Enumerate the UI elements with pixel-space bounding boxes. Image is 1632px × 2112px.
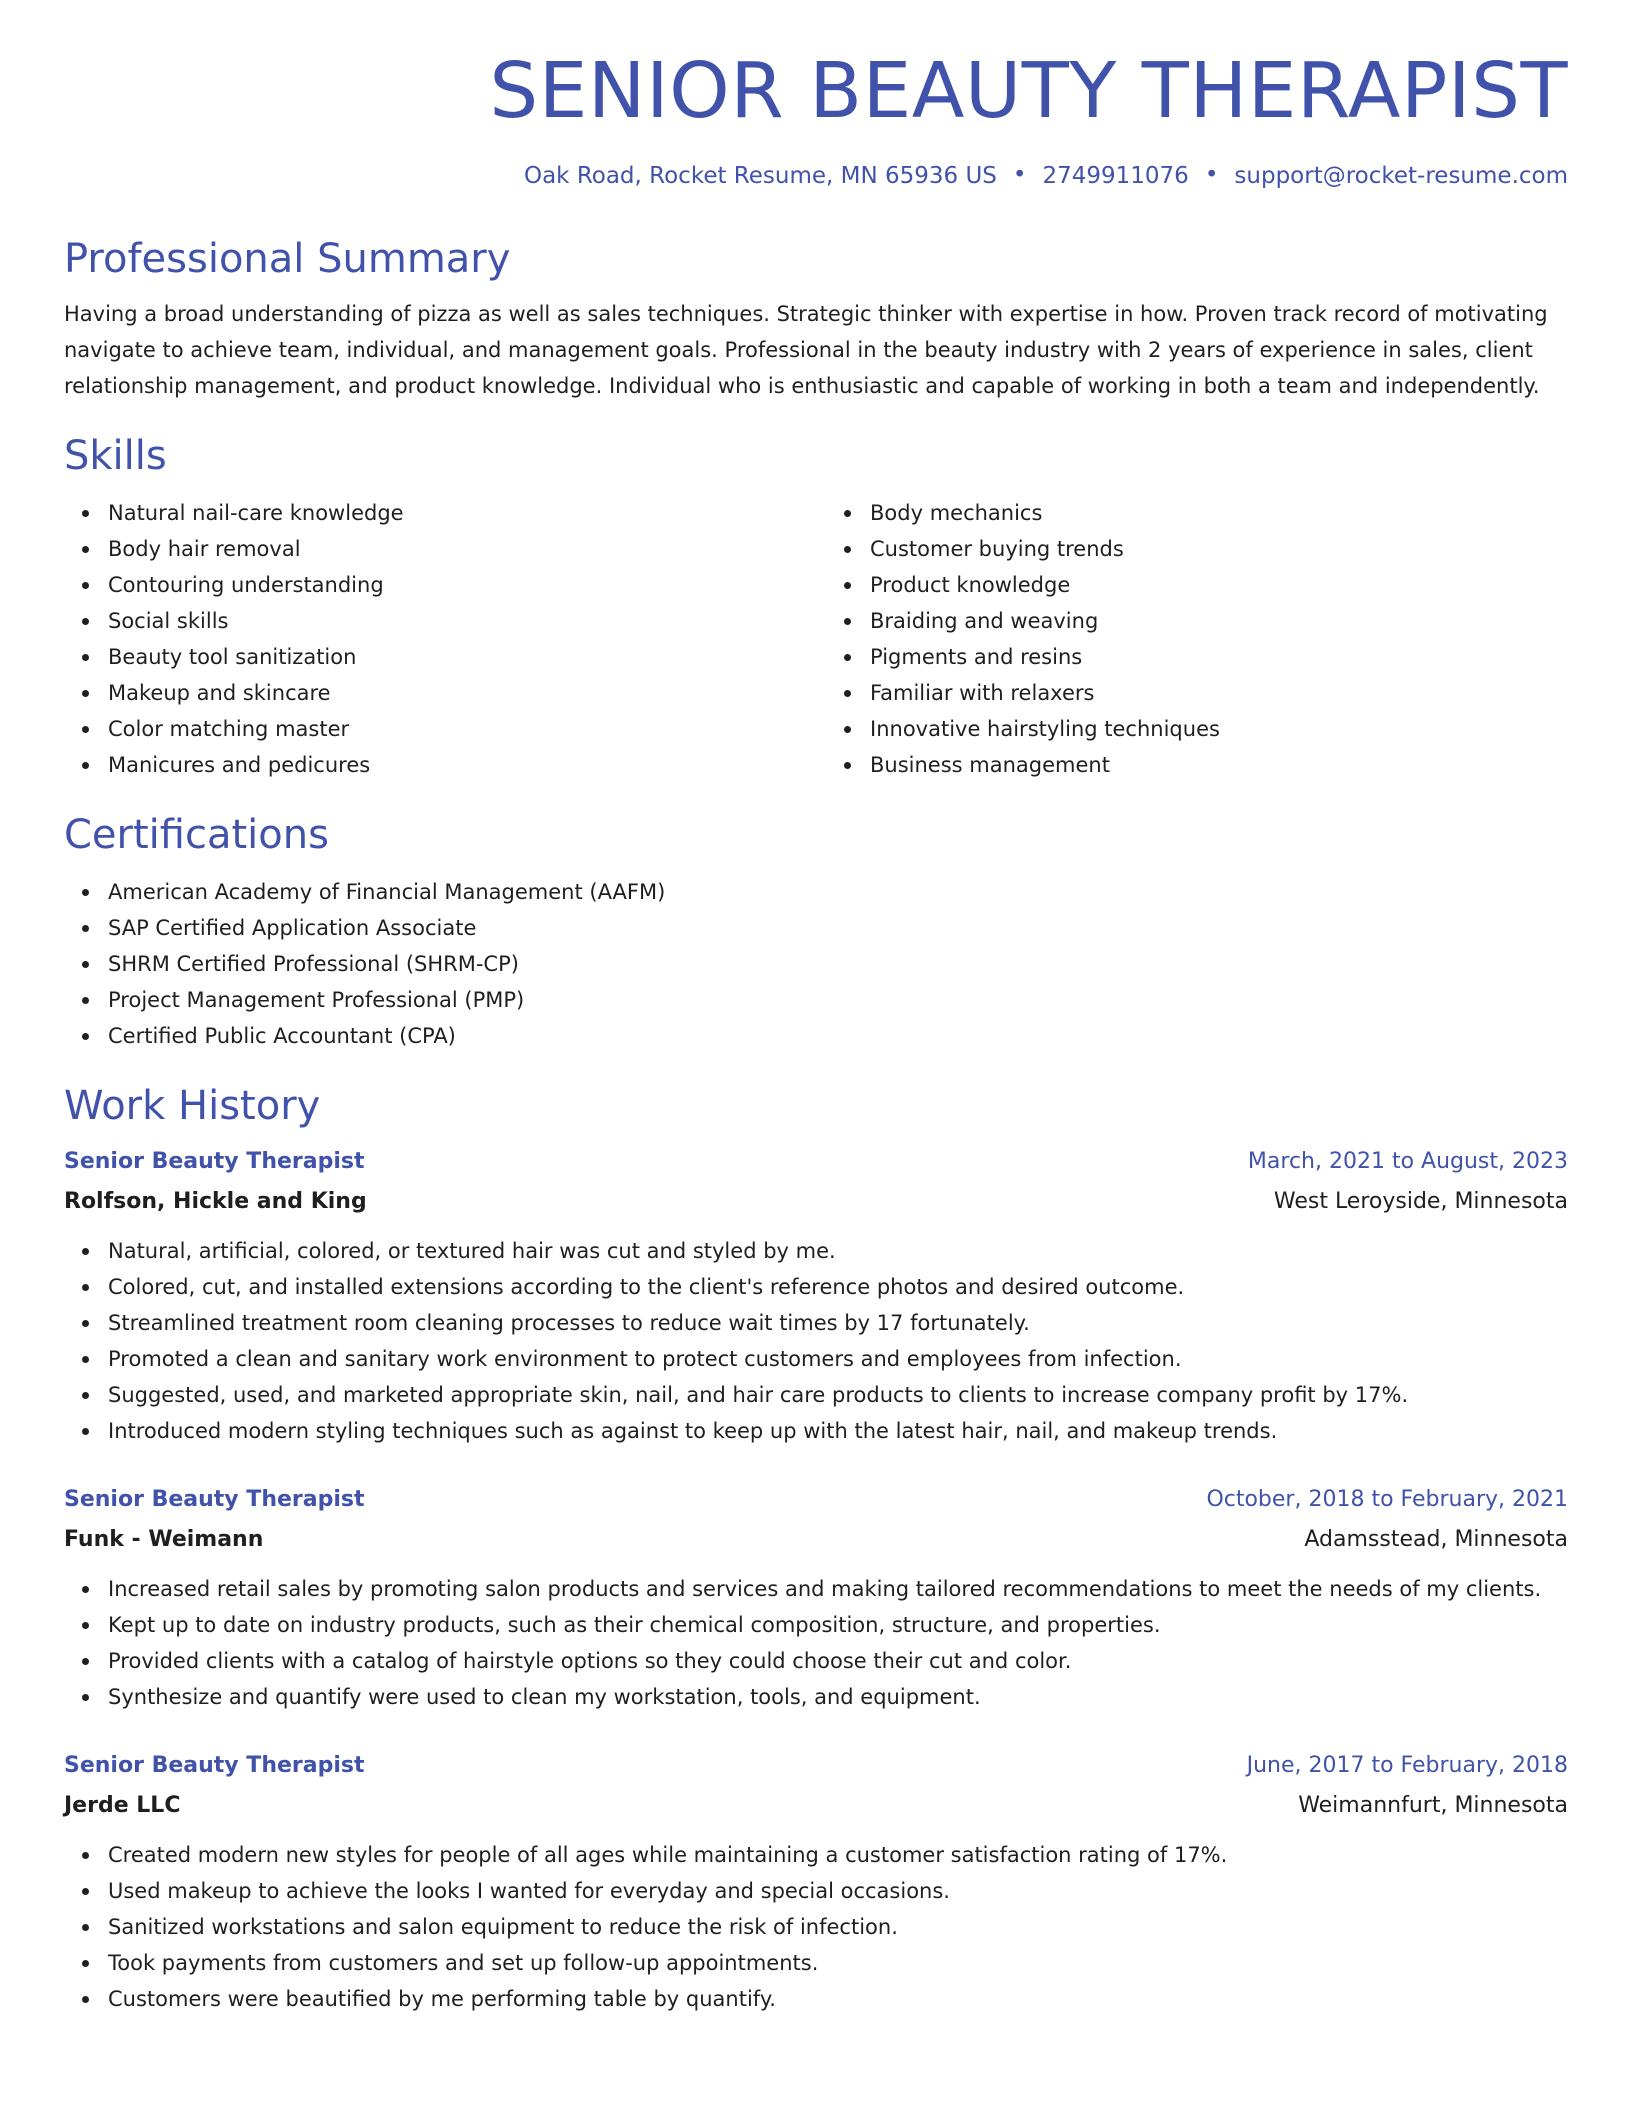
skill-item: Makeup and skincare	[108, 675, 806, 711]
job-duty: Customers were beautified by me performing table by quantify.	[108, 1981, 1568, 2017]
job-header	[64, 1483, 1568, 1517]
skill-item: Body mechanics	[870, 495, 1568, 531]
skills-list-left	[64, 495, 806, 783]
job-duty: Took payments from customers and set up follow-up appointments.	[108, 1945, 1568, 1981]
job-duties-list	[64, 1837, 1568, 2017]
skill-item: Color matching master	[108, 711, 806, 747]
work-history-section	[64, 1083, 1568, 2017]
candidate-name: SENIOR BEAUTY THERAPIST	[489, 47, 1568, 136]
job-title: Senior Beauty Therapist	[64, 1487, 365, 1513]
skill-item: Braiding and weaving	[870, 603, 1568, 639]
skills-grid	[64, 495, 1568, 783]
job-duty: Suggested, used, and marketed appropriate skin, nail, and hair care products to clients to increase company profit by 17%.	[108, 1377, 1568, 1413]
job-company: Jerde LLC	[64, 1793, 181, 1819]
job-entry	[64, 1749, 1568, 2017]
skill-item: Manicures and pedicures	[108, 747, 806, 783]
job-duty: Introduced modern styling techniques such as against to keep up with the latest hair, nail, and makeup trends.	[108, 1413, 1568, 1449]
job-duty: Promoted a clean and sanitary work environment to protect customers and employees from infection.	[108, 1341, 1568, 1377]
certifications-heading: Certifications	[64, 812, 329, 859]
job-title: Senior Beauty Therapist	[64, 1149, 365, 1175]
job-duty: Used makeup to achieve the looks I wanted for everyday and special occasions.	[108, 1873, 1568, 1909]
certification-item: Certified Public Accountant (CPA)	[108, 1018, 1568, 1054]
summary-section	[64, 236, 1568, 404]
skill-item: Innovative hairstyling techniques	[870, 711, 1568, 747]
contact-line	[64, 163, 1568, 191]
skill-item: Familiar with relaxers	[870, 675, 1568, 711]
certification-item: SAP Certified Application Associate	[108, 910, 1568, 946]
certification-item: Project Management Professional (PMP)	[108, 982, 1568, 1018]
skill-item: Customer buying trends	[870, 531, 1568, 567]
job-duties-list	[64, 1233, 1568, 1449]
job-entry	[64, 1145, 1568, 1449]
job-duty: Increased retail sales by promoting salon products and services and making tailored recommendations to meet the needs of my clients.	[108, 1571, 1568, 1607]
job-company: Rolfson, Hickle and King	[64, 1189, 367, 1215]
certification-item: American Academy of Financial Management (AAFM)	[108, 874, 1568, 910]
job-location: West Leroyside, Minnesota	[1273, 1189, 1568, 1215]
certification-item: SHRM Certified Professional (SHRM-CP)	[108, 946, 1568, 982]
job-header	[64, 1145, 1568, 1179]
work-history-heading: Work History	[64, 1083, 321, 1130]
summary-heading: Professional Summary	[64, 236, 511, 283]
certifications-list	[64, 874, 1568, 1054]
contact-address: Oak Road, Rocket Resume, MN 65936 US	[523, 162, 997, 189]
job-duty: Streamlined treatment room cleaning processes to reduce wait times by 17 fortunately.	[108, 1305, 1568, 1341]
job-subheader	[64, 1185, 1568, 1219]
job-subheader	[64, 1789, 1568, 1823]
job-location: Adamsstead, Minnesota	[1304, 1527, 1568, 1553]
contact-email[interactable]: support@rocket-resume.com	[1234, 162, 1568, 189]
job-duty: Synthesize and quantify were used to clean my workstation, tools, and equipment.	[108, 1679, 1568, 1715]
job-title: Senior Beauty Therapist	[64, 1753, 365, 1779]
skill-item: Business management	[870, 747, 1568, 783]
contact-separator: •	[1204, 161, 1219, 188]
job-duty: Natural, artificial, colored, or textured hair was cut and styled by me.	[108, 1233, 1568, 1269]
job-entry	[64, 1483, 1568, 1715]
job-duties-list	[64, 1571, 1568, 1715]
job-duty: Sanitized workstations and salon equipment to reduce the risk of infection.	[108, 1909, 1568, 1945]
job-dates: March, 2021 to August, 2023	[1247, 1149, 1568, 1175]
summary-text: Having a broad understanding of pizza as well as sales techniques. Strategic thinker with expertise in how. Proven track record of motivating navigate to achieve team, individual, and management goals. Professional in the beauty industry with 2 years of experience in sales, client relationship management, and product knowledge. Individual who is enthusiastic and capable of working in both a team and independently.	[64, 302, 1548, 399]
skills-list-right	[826, 495, 1568, 783]
job-duty: Colored, cut, and installed extensions according to the client's reference photos and desired outcome.	[108, 1269, 1568, 1305]
job-duty: Created modern new styles for people of all ages while maintaining a customer satisfaction rating of 17%.	[108, 1837, 1568, 1873]
job-duty: Kept up to date on industry products, such as their chemical composition, structure, and properties.	[108, 1607, 1568, 1643]
skill-item: Contouring understanding	[108, 567, 806, 603]
resume-page	[64, 0, 1568, 2017]
skill-item: Body hair removal	[108, 531, 806, 567]
job-company: Funk - Weimann	[64, 1527, 264, 1553]
job-dates: June, 2017 to February, 2018	[1246, 1753, 1568, 1779]
contact-phone[interactable]: 2749911076	[1042, 162, 1189, 189]
skills-section	[64, 433, 1568, 783]
job-duty: Provided clients with a catalog of hairstyle options so they could choose their cut and color.	[108, 1643, 1568, 1679]
skills-heading: Skills	[64, 433, 167, 480]
skill-item: Social skills	[108, 603, 806, 639]
skill-item: Natural nail-care knowledge	[108, 495, 806, 531]
skill-item: Beauty tool sanitization	[108, 639, 806, 675]
skill-item: Product knowledge	[870, 567, 1568, 603]
job-subheader	[64, 1523, 1568, 1557]
job-location: Weimannfurt, Minnesota	[1298, 1793, 1568, 1819]
skill-item: Pigments and resins	[870, 639, 1568, 675]
job-header	[64, 1749, 1568, 1783]
job-dates: October, 2018 to February, 2021	[1206, 1487, 1568, 1513]
contact-separator: •	[1012, 161, 1027, 188]
certifications-section	[64, 812, 1568, 1054]
